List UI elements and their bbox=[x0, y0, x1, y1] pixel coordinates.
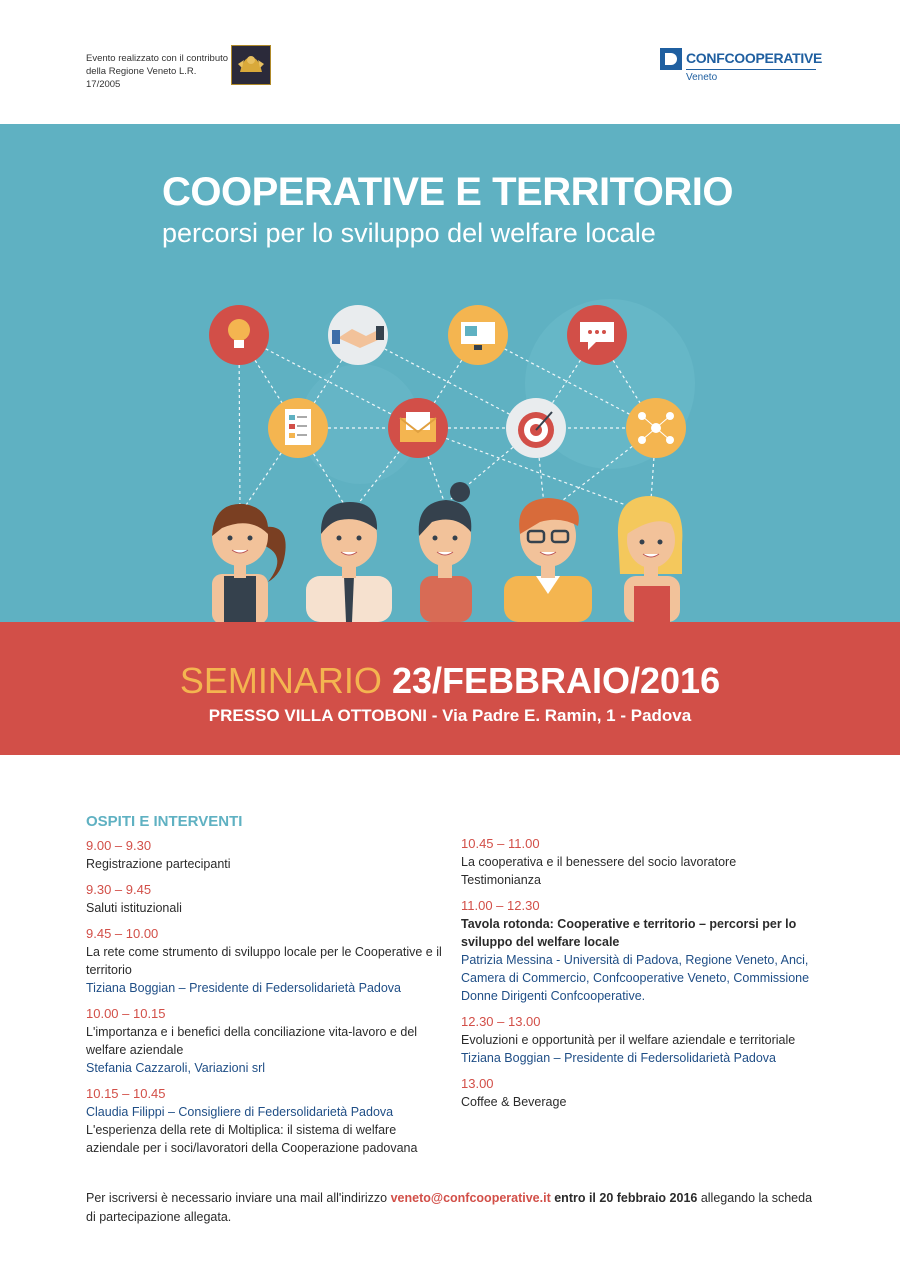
item-speaker: Patrizia Messina - Università di Padova, Regione Veneto, Anci, Camera di Commercio, Confcooperative Veneto, Commissione Donne Dirigenti Confcooperative. bbox=[461, 953, 810, 1003]
item-text: Registrazione partecipanti bbox=[86, 857, 231, 871]
registration-pre: Per iscriversi è necessario inviare una mail all'indirizzo bbox=[86, 1191, 388, 1205]
handshake-icon bbox=[328, 305, 388, 365]
item-speaker: Tiziana Boggian – Presidente di Federsolidarietà Padova bbox=[86, 981, 402, 995]
program-item bbox=[461, 897, 831, 1005]
program-item bbox=[86, 925, 446, 997]
brand-region: Veneto bbox=[686, 72, 718, 83]
monitor-icon bbox=[448, 305, 508, 365]
seminar-keyword: SEMINARIO bbox=[179, 660, 382, 701]
item-text: Coffee & Beverage bbox=[461, 1095, 567, 1109]
regione-veneto-crest-icon bbox=[231, 45, 271, 85]
item-time: 9.00 – 9.30 bbox=[86, 838, 152, 853]
chat-bubble-icon bbox=[567, 305, 627, 365]
event-subtitle: percorsi per lo sviluppo del welfare locale bbox=[162, 218, 656, 248]
target-icon bbox=[506, 398, 566, 458]
program-item bbox=[461, 835, 831, 889]
item-time: 13.00 bbox=[461, 1076, 494, 1091]
item-time: 10.45 – 11.00 bbox=[461, 836, 540, 851]
program-left-column bbox=[86, 837, 446, 1165]
item-title: Tavola rotonda: Cooperative e territorio – percorsi per lo sviluppo del welfare locale bbox=[461, 917, 797, 949]
event-title: COOPERATIVE E TERRITORIO bbox=[162, 170, 734, 214]
program-item bbox=[86, 837, 446, 873]
program-heading: OSPITI E INTERVENTI bbox=[86, 813, 243, 830]
person-3-illustration bbox=[419, 482, 472, 622]
registration-deadline: entro il 20 febbraio 2016 bbox=[554, 1191, 698, 1205]
item-text: Saluti istituzionali bbox=[86, 901, 182, 915]
program-right-column bbox=[461, 835, 831, 1119]
item-time: 11.00 – 12.30 bbox=[461, 898, 540, 913]
lightbulb-icon bbox=[209, 305, 269, 365]
person-4-illustration bbox=[504, 498, 592, 622]
item-speaker: Tiziana Boggian – Presidente di Federsolidarietà Padova bbox=[461, 1051, 777, 1065]
brand-divider bbox=[686, 69, 816, 70]
item-time: 12.30 – 13.00 bbox=[461, 1014, 541, 1029]
program-item bbox=[86, 1085, 446, 1157]
brand-name: CONFCOOPERATIVE bbox=[686, 50, 823, 66]
confcooperative-mark-icon bbox=[660, 48, 682, 70]
network-people-icon bbox=[626, 398, 686, 458]
item-text: L'importanza e i benefici della conciliazione vita-lavoro e del welfare aziendale bbox=[86, 1025, 418, 1057]
seminar-date: 23/FEBBRAIO/2016 bbox=[391, 660, 721, 701]
item-time: 10.15 – 10.45 bbox=[86, 1086, 166, 1101]
item-text: La cooperativa e il benessere del socio lavoratore bbox=[461, 855, 737, 869]
hero-banner bbox=[0, 124, 900, 622]
seminar-date-line bbox=[0, 660, 900, 702]
item-speaker: Stefania Cazzaroli, Variazioni srl bbox=[86, 1061, 266, 1075]
contribution-note bbox=[86, 52, 231, 91]
item-speaker: Claudia Filippi – Consigliere di Federsolidarietà Padova bbox=[86, 1105, 394, 1119]
item-text: La rete come strumento di sviluppo locale per le Cooperative e il territorio bbox=[86, 945, 442, 977]
person-2-illustration bbox=[306, 502, 392, 622]
registration-post: allegando la scheda di partecipazione allegata. bbox=[86, 1191, 813, 1224]
item-time: 9.30 – 9.45 bbox=[86, 882, 152, 897]
date-band bbox=[0, 622, 900, 755]
program-item bbox=[86, 1005, 446, 1077]
item-text: Testimonianza bbox=[461, 873, 541, 887]
item-time: 10.00 – 10.15 bbox=[86, 1006, 166, 1021]
registration-email-link[interactable]: veneto@confcooperative.it bbox=[390, 1191, 551, 1205]
program-item bbox=[461, 1013, 831, 1067]
program-item bbox=[461, 1075, 831, 1111]
person-1-illustration bbox=[212, 504, 286, 622]
email-envelope-icon bbox=[388, 398, 448, 458]
document-icon bbox=[268, 398, 328, 458]
header bbox=[0, 0, 900, 124]
seminar-location: PRESSO VILLA OTTOBONI - Via Padre E. Ramin, 1 - Padova bbox=[208, 706, 692, 725]
program-item bbox=[86, 881, 446, 917]
contribution-line-2: della Regione Veneto L.R. 17/2005 bbox=[86, 66, 197, 90]
contribution-line-1: Evento realizzato con il contributo bbox=[86, 53, 229, 64]
item-text: Evoluzioni e opportunità per il welfare aziendale e territoriale bbox=[461, 1033, 796, 1047]
item-text: L'esperienza della rete di Moltiplica: il sistema di welfare aziendale per i soci/lavoratori della Cooperazione padovana bbox=[86, 1123, 418, 1155]
item-time: 9.45 – 10.00 bbox=[86, 926, 159, 941]
confcooperative-logo bbox=[660, 46, 823, 88]
registration-note bbox=[86, 1189, 816, 1227]
person-5-illustration bbox=[618, 496, 683, 622]
